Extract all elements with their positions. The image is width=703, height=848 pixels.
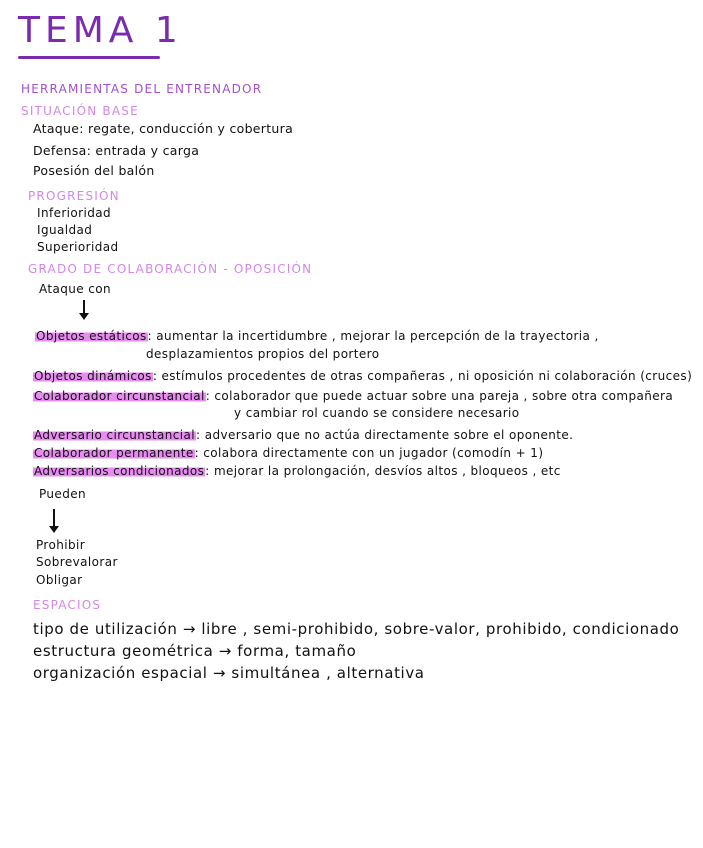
situacion-line: Posesión del balón — [33, 163, 155, 178]
down-arrow-line — [83, 300, 85, 314]
grado-item: Adversarios condicionados: mejorar la prolongación, desvíos altos , bloqueos , etc — [34, 464, 561, 478]
grado-desc-continued: desplazamientos propios del portero — [146, 347, 380, 361]
grado-lead: Ataque con — [39, 282, 112, 296]
grado-desc-continued: y cambiar rol cuando se considere necesario — [234, 406, 520, 420]
grado-desc: colaborador que puede actuar sobre una pareja , sobre otra compañera — [214, 389, 674, 403]
grado-desc: adversario que no actúa directamente sobre el oponente. — [204, 428, 574, 442]
grado-term: Adversarios condicionados — [34, 464, 205, 478]
espacios-line: organización espacial → simultánea , alternativa — [33, 664, 425, 682]
progresion-heading: PROGRESIÓN — [28, 189, 120, 203]
progresion-line: Superioridad — [37, 240, 119, 254]
progresion-line: Igualdad — [37, 223, 93, 237]
espacios-line: tipo de utilización → libre , semi-prohibido, sobre-valor, prohibido, condicionado — [33, 620, 680, 638]
down-arrow-icon — [49, 526, 59, 533]
grado-term: Adversario circunstancial — [34, 428, 196, 442]
main-heading: HERRAMIENTAS DEL ENTRENADOR — [21, 82, 263, 96]
pueden-line: Prohibir — [36, 538, 86, 552]
pueden-line: Sobrevalorar — [36, 555, 118, 569]
grado-item: Objetos dinámicos: estímulos procedentes de otras compañeras , ni oposición ni colaboración (cruces) — [34, 369, 693, 383]
situacion-line: Ataque: regate, conducción y cobertura — [33, 121, 294, 136]
grado-item: Colaborador circunstancial: colaborador que puede actuar sobre una pareja , sobre otra compañera — [34, 389, 674, 403]
grado-item: Colaborador permanente: colabora directamente con un jugador (comodín + 1) — [34, 446, 544, 460]
espacios-line: estructura geométrica → forma, tamaño — [33, 642, 357, 660]
grado-desc: aumentar la incertidumbre , mejorar la percepción de la trayectoria , — [156, 329, 599, 343]
grado-term: Colaborador permanente — [34, 446, 194, 460]
title-underline — [18, 56, 160, 59]
down-arrow-icon — [79, 313, 89, 320]
grado-term: Objetos dinámicos — [34, 369, 152, 383]
grado-term: Objetos estáticos — [36, 329, 147, 343]
grado-item: Objetos estáticos: aumentar la incertidumbre , mejorar la percepción de la trayectoria , — [36, 329, 599, 343]
progresion-line: Inferioridad — [37, 206, 112, 220]
pueden-lead: Pueden — [39, 487, 87, 501]
espacios-heading: ESPACIOS — [33, 598, 102, 612]
down-arrow-line — [53, 509, 55, 527]
grado-desc: estímulos procedentes de otras compañeras , ni oposición ni colaboración (cruces) — [161, 369, 693, 383]
situacion-heading: SITUACIÓN BASE — [21, 104, 139, 118]
grado-heading: GRADO DE COLABORACIÓN - OPOSICIÓN — [28, 262, 313, 276]
page-title: TEMA 1 — [18, 10, 183, 51]
grado-item: Adversario circunstancial: adversario que no actúa directamente sobre el oponente. — [34, 428, 574, 442]
pueden-line: Obligar — [36, 573, 83, 587]
grado-desc: colabora directamente con un jugador (comodín + 1) — [203, 446, 544, 460]
situacion-line: Defensa: entrada y carga — [33, 143, 200, 158]
grado-desc: mejorar la prolongación, desvíos altos , bloqueos , etc — [213, 464, 561, 478]
grado-term: Colaborador circunstancial — [34, 389, 205, 403]
